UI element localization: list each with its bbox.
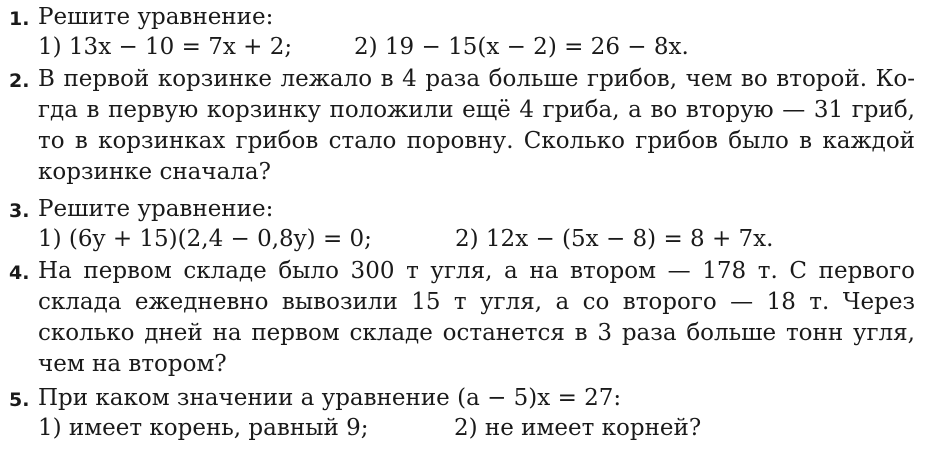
problem-text-line: сколько дней на первом складе останется в 3 раза больше тонн угля,	[38, 320, 915, 346]
part-1	[38, 413, 368, 443]
problem-text-line: то в корзинках грибов стало поровну. Сколько грибов было в каждой	[38, 128, 915, 154]
part-2	[354, 32, 689, 62]
part-1	[38, 32, 292, 62]
problem-text-line: склада ежедневно вывозили 15 т угля, а со второго — 18 т. Через	[38, 289, 915, 315]
problem-number: 2.	[9, 70, 30, 92]
problem-text-line: гда в первую корзинку положили ещё 4 гриба, а во вторую — 31 гриб,	[38, 97, 915, 123]
part-label: 1)	[38, 34, 62, 60]
part-equation: 12x − (5x − 8) = 8 + 7x.	[485, 226, 774, 252]
part-label: 2)	[354, 34, 378, 60]
problem-title: При каком значении a уравнение (a − 5)x = 27:	[38, 385, 622, 411]
problem-number: 4.	[9, 262, 30, 284]
part-text: имеет корень, равный 9;	[68, 415, 369, 441]
part-2	[455, 224, 773, 254]
problem-number: 5.	[9, 389, 30, 411]
problem-text-line: чем на втором?	[38, 351, 227, 377]
part-equation: 19 − 15(x − 2) = 26 − 8x.	[384, 34, 689, 60]
part-equation: 13x − 10 = 7x + 2;	[68, 34, 293, 60]
problem-title: Решите уравнение:	[38, 196, 274, 222]
part-equation: (6y + 15)(2,4 − 0,8y) = 0;	[68, 226, 372, 252]
part-label: 1)	[38, 226, 62, 252]
part-2	[454, 413, 701, 443]
problem-number: 3.	[9, 200, 30, 222]
problem-text-line: корзинке сначала?	[38, 159, 271, 185]
problem-title: Решите уравнение:	[38, 4, 274, 30]
part-label: 2)	[455, 226, 479, 252]
part-label: 1)	[38, 415, 62, 441]
part-1	[38, 224, 372, 254]
problem-text-line: На первом складе было 300 т угля, а на втором — 178 т. С первого	[38, 258, 915, 284]
part-label: 2)	[454, 415, 478, 441]
problem-number: 1.	[9, 8, 30, 30]
part-text: не имеет корней?	[484, 415, 702, 441]
problem-text-line: В первой корзинке лежало в 4 раза больше грибов, чем во второй. Ко-	[38, 66, 915, 92]
